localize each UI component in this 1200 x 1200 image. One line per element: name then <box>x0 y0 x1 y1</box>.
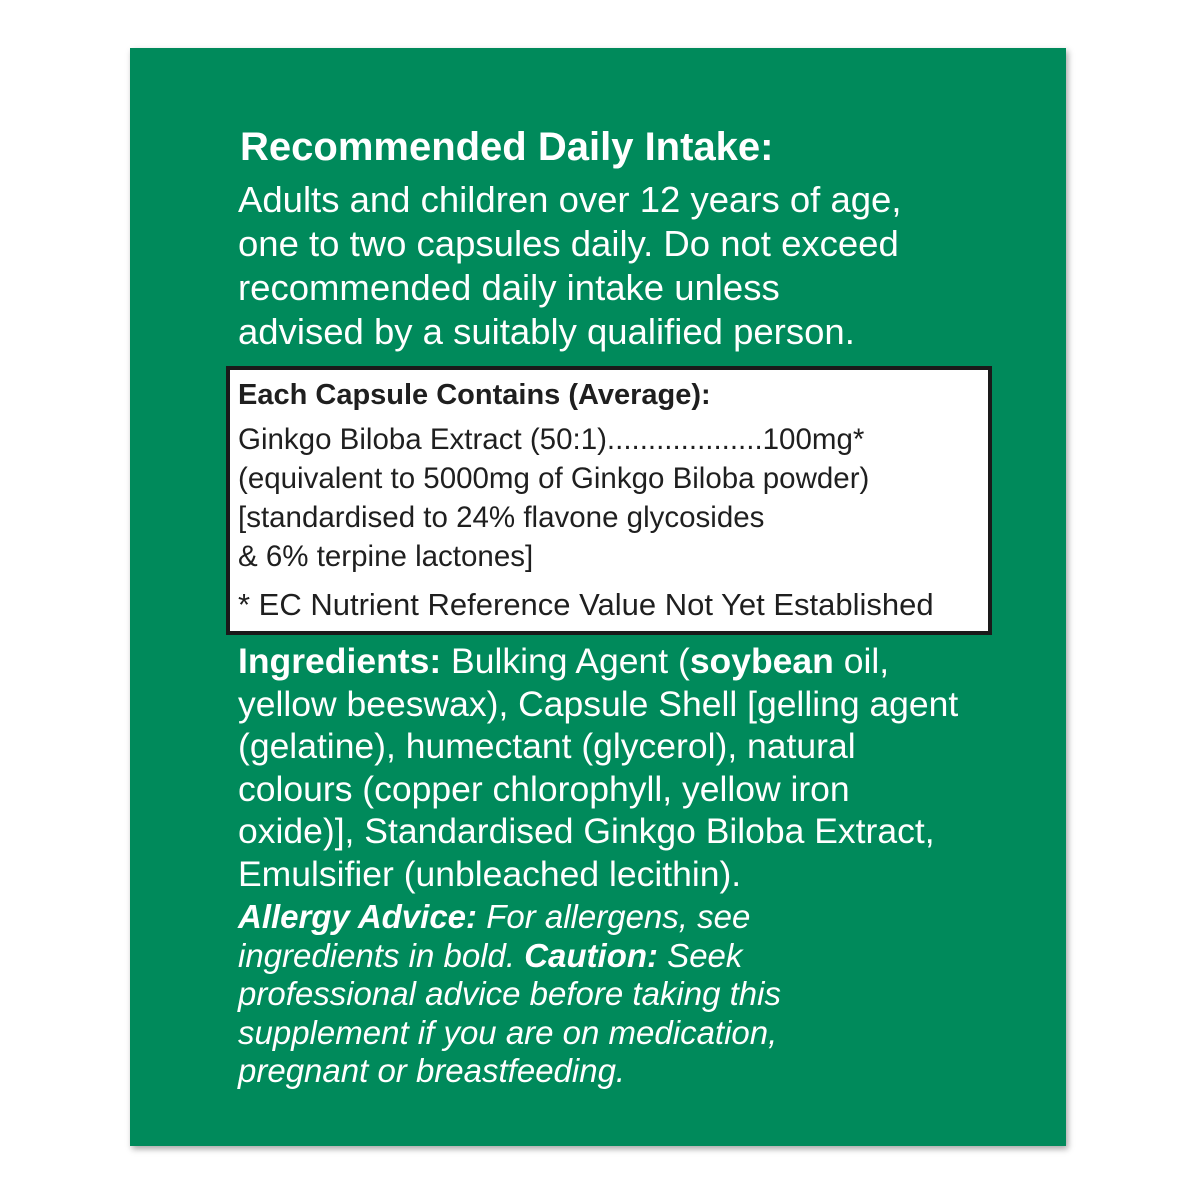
nrv-footnote: * EC Nutrient Reference Value Not Yet Established <box>238 587 934 622</box>
ingredients-line: colours (copper chlorophyll, yellow iron <box>238 768 850 809</box>
capsule-contents-box <box>226 366 992 635</box>
intake-heading: Recommended Daily Intake: <box>240 125 774 169</box>
ingredients-section <box>238 640 958 895</box>
ingredients-line: Emulsifier (unbleached lecithin). <box>238 853 742 894</box>
ingredients-line: yellow beeswax), Capsule Shell [gelling agent <box>238 683 959 724</box>
ingredients-label: Ingredients: <box>238 641 442 681</box>
allergy-text: ingredients in bold. <box>238 936 525 974</box>
capsule-contents-line: [standardised to 24% flavone glycosides <box>238 501 765 534</box>
caution-line: professional advice before taking this <box>238 975 781 1012</box>
ingredients-text: Bulking Agent ( <box>441 641 690 681</box>
capsule-contents-line: (equivalent to 5000mg of Ginkgo Biloba powder) <box>238 462 870 495</box>
allergy-label: Allergy Advice: <box>238 898 478 935</box>
intake-line: advised by a suitably qualified person. <box>238 311 855 352</box>
allergy-second-line <box>238 937 781 976</box>
intake-instructions <box>238 178 902 354</box>
capsule-contents-line: Ginkgo Biloba Extract (50:1)...................100mg* <box>238 423 865 456</box>
ingredients-text: oil, <box>833 641 890 681</box>
caution-line: pregnant or breastfeeding. <box>238 1052 626 1089</box>
ingredients-line: oxide)], Standardised Ginkgo Biloba Extract, <box>238 811 935 851</box>
allergen-soybean: soybean <box>689 641 834 681</box>
ingredients-line: (gelatine), humectant (glycerol), natural <box>238 726 856 766</box>
capsule-contents-title: Each Capsule Contains (Average): <box>238 379 711 411</box>
intake-line: recommended daily intake unless <box>238 267 780 308</box>
intake-line: Adults and children over 12 years of age, <box>238 179 902 220</box>
ingredients-first-line <box>238 640 958 683</box>
allergy-first-line <box>238 898 781 937</box>
intake-line: one to two capsules daily. Do not exceed <box>238 223 899 264</box>
capsule-contents-list <box>238 420 869 576</box>
caution-line: supplement if you are on medication, <box>238 1013 778 1051</box>
caution-label: Caution: <box>524 936 659 974</box>
allergy-advice-section <box>238 898 781 1091</box>
caution-text: Seek <box>658 936 743 974</box>
capsule-contents-line: & 6% terpine lactones] <box>238 540 534 573</box>
allergy-text: For allergens, see <box>477 898 751 935</box>
product-label-panel <box>130 48 1066 1146</box>
